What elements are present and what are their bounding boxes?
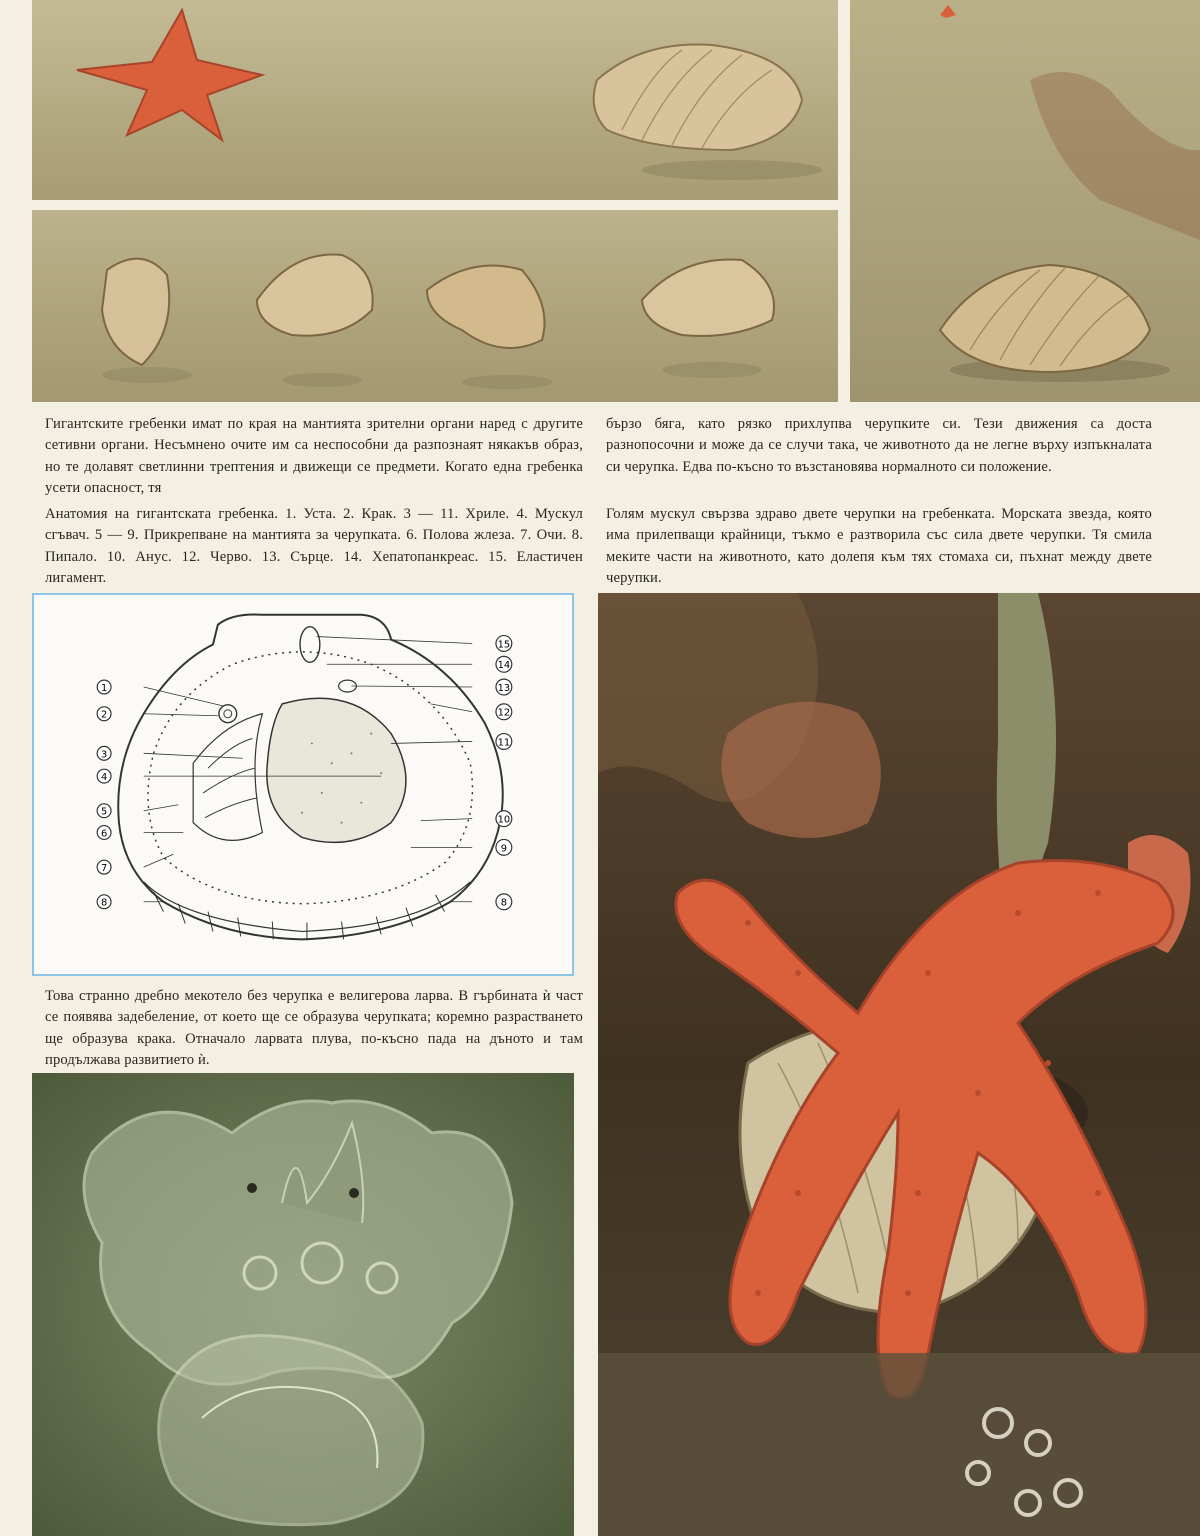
label-text: 15 bbox=[497, 639, 511, 651]
label-text: 7 bbox=[100, 863, 108, 875]
larva-caption: Това странно дребно мекотело без черупка е велигерова ларва. В гърбината ѝ част се появява задебеление, от което ще се образува черупката; коремно разрастването ще образува крака. Отначало ларвата плува, по-късно пада на дъното и там продължава развитието ѝ. bbox=[45, 988, 583, 1069]
label-left-4 bbox=[97, 769, 111, 783]
label-right-15 bbox=[496, 636, 512, 652]
painting-veliger-larva bbox=[32, 1073, 574, 1536]
label-right-8 bbox=[496, 894, 512, 910]
label-text: 13 bbox=[497, 682, 511, 694]
painting-starfish-attack bbox=[598, 593, 1200, 1536]
muscle-caption: Голям мускул свързва здраво двете черупки на гребенката. Морската звезда, която има прилепващи крайници, тъкмо е разтворила със сила двете черупки. Тя смила меките части на животното, като долепя към тях стомаха си, пъхнат между двете черупки. bbox=[606, 506, 1152, 587]
vision-caption-continued: бързо бяга, като рязко прихлупва черупките си. Тези движения са доста разнопосочни и може да се случи така, че животното да не легне върху изпъкналата си черупка. Едва по-късно то възстановява нормалното си положение. bbox=[606, 416, 1152, 475]
label-text: 9 bbox=[500, 843, 508, 855]
label-text: 11 bbox=[497, 737, 511, 749]
anatomy-caption: Анатомия на гигантската гребенка. 1. Уста. 2. Крак. 3 — 11. Хриле. 4. Мускул сгъвач. 5 — 9. Прикрепване на мантията за черупката. 6. Полова жлеза. 7. Очи. 8. Пипало. 10. Анус. 12. Черво. 13. Сърце. 14. Хепатопанкреас. 15. Еластичен лигамент. bbox=[45, 506, 583, 587]
label-text: 1 bbox=[100, 682, 108, 694]
painting-scallop-seafloor bbox=[850, 0, 1200, 402]
labels-right bbox=[496, 636, 512, 910]
label-text: 12 bbox=[497, 707, 511, 719]
label-left-8 bbox=[97, 895, 111, 909]
label-left-1 bbox=[97, 680, 111, 694]
label-text: 2 bbox=[100, 709, 108, 721]
label-left-6 bbox=[97, 826, 111, 840]
label-text: 3 bbox=[100, 749, 108, 761]
painting-swimming-scallops bbox=[32, 210, 838, 402]
label-left-5 bbox=[97, 804, 111, 818]
adductor-muscle bbox=[267, 698, 406, 842]
vision-caption: Гигантските гребенки имат по края на мантията зрителни органи наред с другите сетивни органи. Несъмнено очите им са неспособни да разпознаят някакъв образ, но те долавят светлинни трептения и движещи се предмети. Когато една гребенка усети опасност, тя bbox=[45, 416, 583, 497]
label-right-12 bbox=[496, 704, 512, 720]
label-left-2 bbox=[97, 707, 111, 721]
label-right-14 bbox=[496, 656, 512, 672]
label-right-10 bbox=[496, 811, 512, 827]
painting-starfish-scallop bbox=[32, 0, 838, 200]
label-text: 6 bbox=[100, 828, 108, 840]
label-text: 10 bbox=[497, 814, 511, 826]
label-text: 5 bbox=[100, 806, 108, 818]
anatomy-diagram bbox=[32, 593, 574, 976]
label-right-13 bbox=[496, 679, 512, 695]
label-text: 8 bbox=[100, 897, 108, 909]
label-left-3 bbox=[97, 746, 111, 760]
label-text: 4 bbox=[100, 772, 108, 784]
label-right-11 bbox=[496, 734, 512, 750]
labels-left bbox=[97, 680, 111, 909]
label-left-7 bbox=[97, 860, 111, 874]
label-text: 8 bbox=[500, 897, 508, 909]
label-text: 14 bbox=[497, 660, 511, 672]
label-right-9 bbox=[496, 839, 512, 855]
